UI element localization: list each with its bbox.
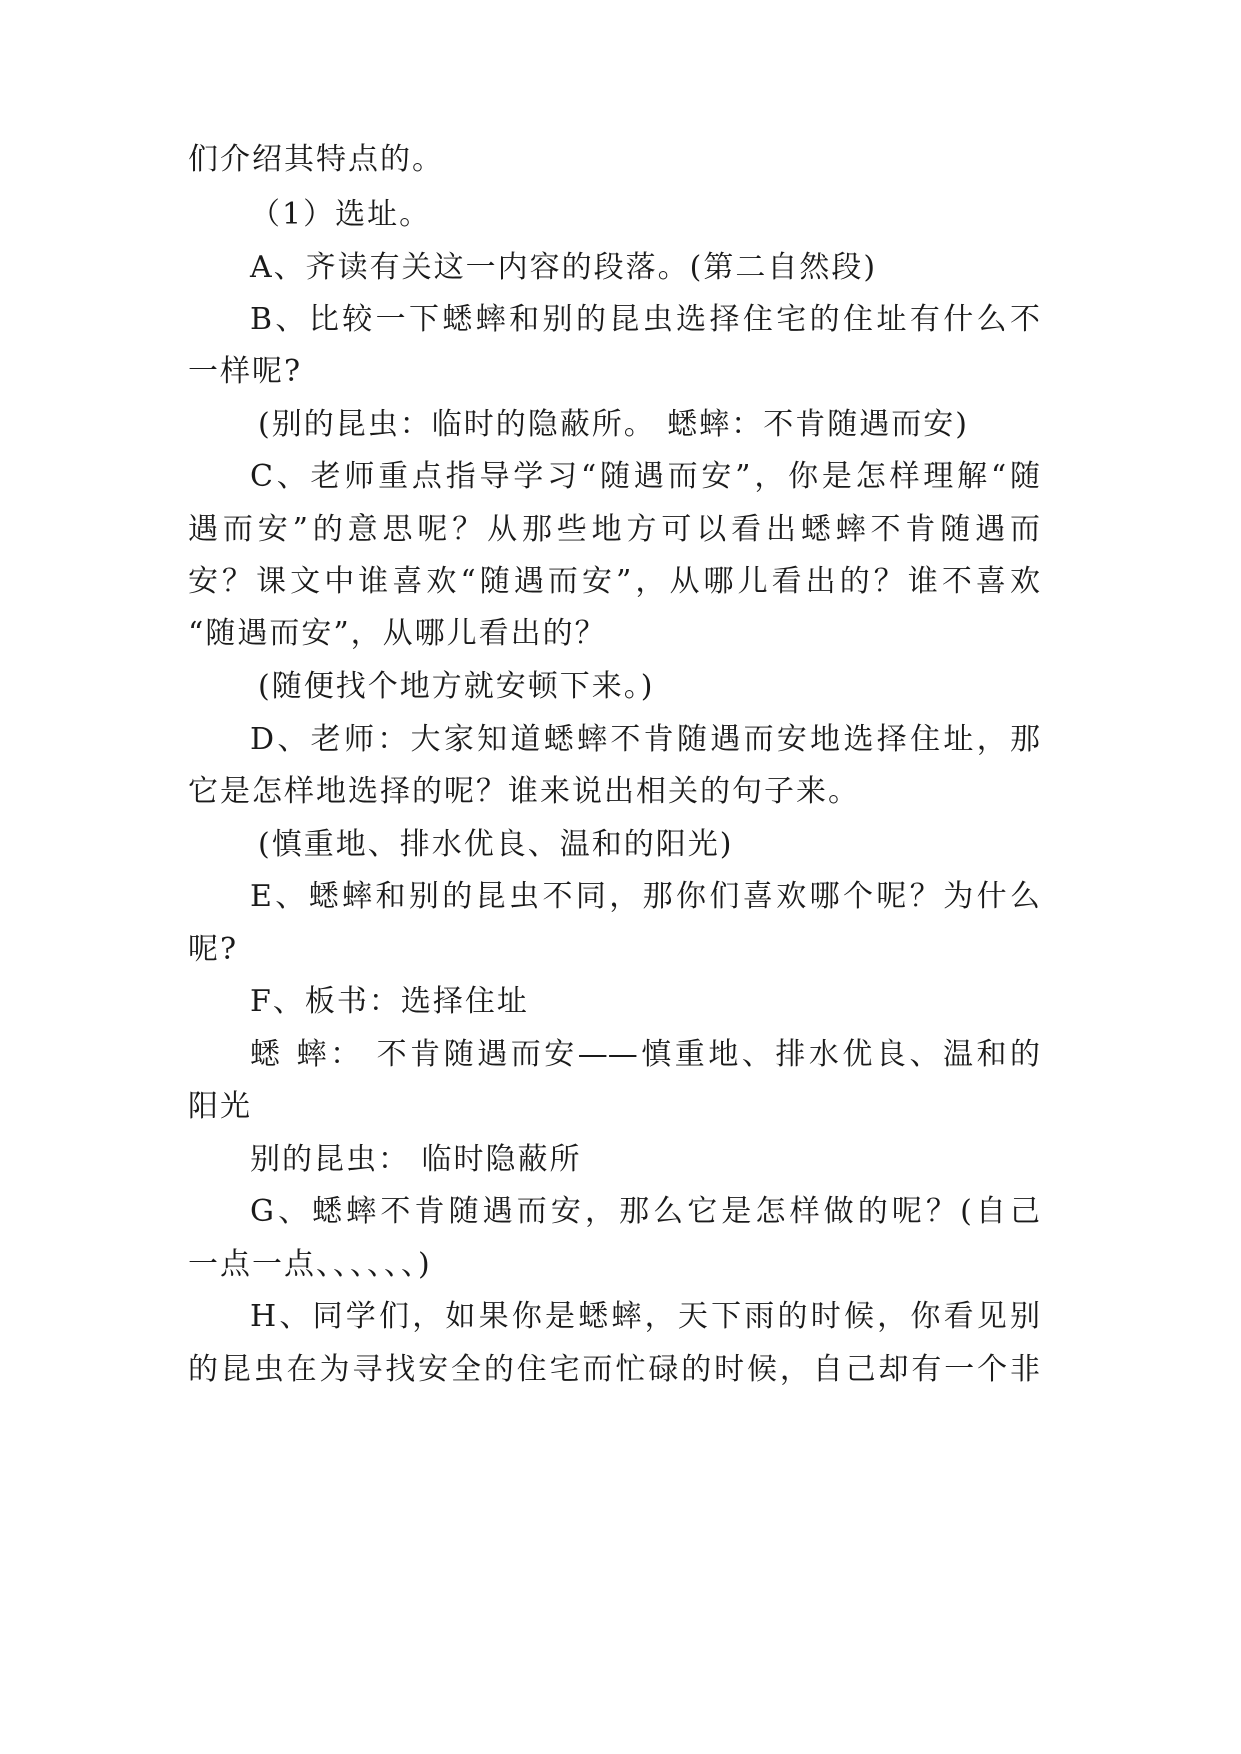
text-line: 它是怎样地选择的呢？谁来说出相关的句子来。: [188, 774, 860, 809]
text-line: (随便找个地方就安顿下来。): [258, 669, 655, 704]
text-line: 们介绍其特点的。: [188, 142, 444, 177]
text-line: (别的昆虫：临时的隐蔽所。 蟋蟀：不肯随遇而安): [258, 407, 969, 442]
text-line: “随遇而安”，从哪儿看出的？: [188, 616, 607, 651]
text-line: 遇而安”的意思呢？从那些地方可以看出蟋蟀不肯随遇而: [188, 512, 1040, 547]
text-line: （1）选址。: [250, 197, 432, 232]
text-line: 一样呢?: [188, 354, 303, 389]
text-line: 的昆虫在为寻找安全的住宅而忙碌的时候，自己却有一个非: [188, 1352, 1040, 1387]
text-line: C、老师重点指导学习“随遇而安”，你是怎样理解“随: [250, 459, 1040, 494]
text-line: F、板书：选择住址: [250, 984, 529, 1019]
text-line: E、蟋蟀和别的昆虫不同，那你们喜欢哪个呢？为什么: [250, 879, 1040, 914]
text-line: 别的昆虫： 临时隐蔽所: [250, 1142, 582, 1177]
text-line: H、同学们，如果你是蟋蟀，天下雨的时候，你看见别: [250, 1299, 1040, 1334]
text-line: 一点一点、、、、、、): [188, 1247, 432, 1282]
text-line: 安？课文中谁喜欢“随遇而安”，从哪儿看出的？谁不喜欢: [188, 564, 1040, 599]
text-line: 呢?: [188, 932, 239, 967]
text-line: 蟋 蟀： 不肯随遇而安——慎重地、排水优良、温和的: [250, 1037, 1040, 1072]
text-line: A、齐读有关这一内容的段落。(第二自然段): [250, 250, 878, 285]
text-line: 阳光: [188, 1089, 252, 1124]
text-line: B、比较一下蟋蟀和别的昆虫选择住宅的住址有什么不: [250, 302, 1040, 337]
text-line: D、老师：大家知道蟋蟀不肯随遇而安地选择住址，那: [250, 722, 1040, 757]
text-line: G、蟋蟀不肯随遇而安，那么它是怎样做的呢？(自己: [250, 1194, 1040, 1229]
text-line: (慎重地、排水优良、温和的阳光): [258, 827, 734, 862]
